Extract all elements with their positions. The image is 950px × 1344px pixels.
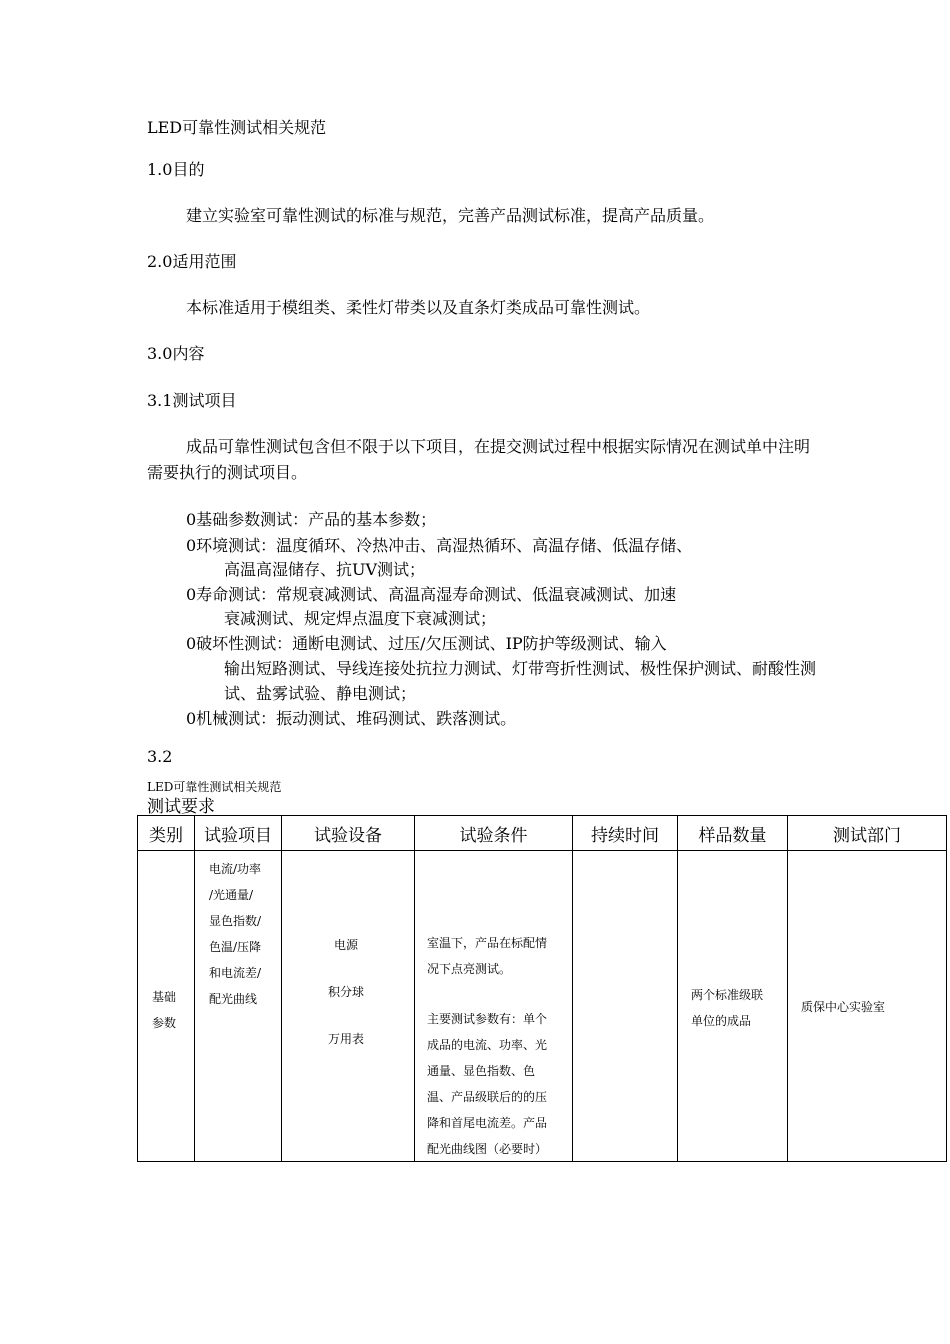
table-row: [138, 851, 947, 1162]
section-3-2-heading: 3.2: [147, 747, 173, 766]
header-sample-count: 样品数量: [678, 816, 788, 851]
list-item-continuation: 试、盐雾试验、静电测试；: [224, 684, 417, 703]
list-item: 0破坏性测试：通断电测试、过压/欠压测试、IP防护等级测试、输入: [186, 634, 667, 653]
cell-sample-count: 两个标准级联 单位的成品: [678, 851, 788, 1162]
running-header: LED可靠性测试相关规范: [147, 780, 282, 794]
list-item: 0寿命测试：常规衰减测试、高温高湿寿命测试、低温衰减测试、加速: [186, 585, 677, 604]
section-1-body: 建立实验室可靠性测试的标准与规范，完善产品测试标准，提高产品质量。: [186, 206, 715, 225]
list-item-continuation: 输出短路测试、导线连接处抗拉力测试、灯带弯折性测试、极性保护测试、耐酸性测: [224, 659, 817, 678]
test-requirements-table: [137, 815, 947, 1162]
header-duration: 持续时间: [573, 816, 678, 851]
header-test-item: 试验项目: [195, 816, 282, 851]
cell-duration: [573, 851, 678, 1162]
list-item: 0机械测试：振动测试、堆码测试、跌落测试。: [186, 709, 517, 728]
list-item-continuation: 衰减测试、规定焊点温度下衰减测试；: [224, 609, 497, 628]
section-3-1-body-line1: 成品可靠性测试包含但不限于以下项目，在提交测试过程中根据实际情况在测试单中注明: [186, 437, 811, 456]
list-item: 0基础参数测试：产品的基本参数；: [186, 510, 437, 529]
section-2-body: 本标准适用于模组类、柔性灯带类以及直条灯类成品可靠性测试。: [186, 298, 651, 317]
cell-category: 基础 参数: [138, 851, 195, 1162]
section-3-1-body-line2: 需要执行的测试项目。: [147, 463, 308, 482]
document-title: LED可靠性测试相关规范: [147, 118, 327, 137]
list-item: 0环境测试：温度循环、冷热冲击、高湿热循环、高温存储、低温存储、: [186, 536, 693, 555]
cell-department: 质保中心实验室: [788, 851, 947, 1162]
list-item-continuation: 高温高湿储存、抗UV测试；: [224, 560, 426, 579]
header-equipment: 试验设备: [282, 816, 415, 851]
cell-conditions: 室温下，产品在标配情 况下点亮测试。 主要测试参数有：单个 成品的电流、功率、光 通量、显色指数、色 温、产品级联后的的压 降和首尾电流差。产品 配光曲线图（必要时）: [415, 851, 573, 1162]
section-3-2-title: 测试要求: [147, 797, 215, 817]
table-header-row: [138, 816, 947, 851]
cell-test-item: 电流/功率 /光通量/ 显色指数/ 色温/压降 和电流差/ 配光曲线: [195, 851, 282, 1162]
header-department: 测试部门: [788, 816, 947, 851]
section-2-heading: 2.0适用范围: [147, 252, 237, 271]
section-3-heading: 3.0内容: [147, 344, 205, 363]
section-1-heading: 1.0目的: [147, 160, 205, 179]
header-conditions: 试验条件: [415, 816, 573, 851]
header-category: 类别: [138, 816, 195, 851]
cell-equipment: 电源 积分球 万用表: [282, 851, 415, 1162]
section-3-1-heading: 3.1测试项目: [147, 391, 237, 410]
